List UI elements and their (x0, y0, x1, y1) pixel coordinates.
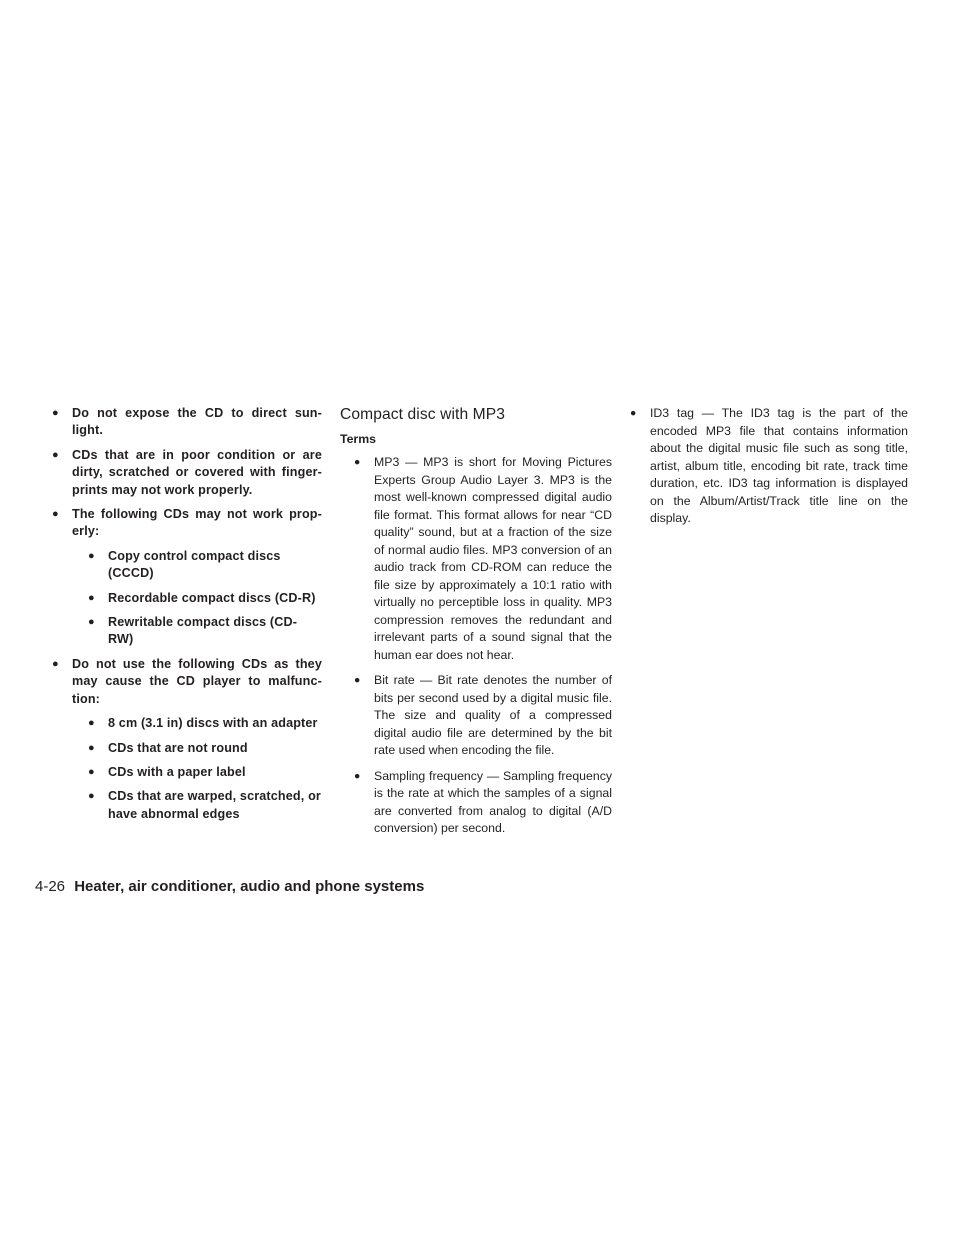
list-item: ● Recordable compact discs (CD-R) (72, 590, 322, 607)
list-item: ● MP3 — MP3 is short for Moving Pictures Experts Group Audio Layer 3. MP3 is the most well-known compressed digital audio file format. This format allows for near “CD quality” sound, but at a fraction of the size of normal audio files. MP3 conversion of an audio track from CD-ROM can reduce the file size by approximately a 10:1 ratio with virtually no perceptible loss in quality. MP3 compression removes the redundant and irrelevant parts of a sound signal that the human ear does not hear. (340, 454, 612, 664)
list-item-text: Do not use the following CDs as they may cause the CD player to malfunc-tion: (72, 656, 322, 706)
list-item: ● Bit rate — Bit rate denotes the number of bits per second used by a digital music file. The size and quality of a compressed digital audio file are determined by the bit rate used when encoding the file. (340, 672, 612, 760)
unsupported-cd-list (72, 548, 322, 649)
list-item: ● Do not expose the CD to direct sun-light. (52, 405, 322, 440)
terms-list-continued (630, 405, 908, 528)
list-item: ● Copy control compact discs (CCCD) (72, 548, 322, 583)
terms-list (340, 454, 612, 838)
list-item: ● CDs that are warped, scratched, or have abnormal edges (72, 788, 322, 823)
malfunction-cd-list (72, 715, 322, 823)
list-item: ● CDs that are not round (72, 740, 322, 757)
right-column (630, 405, 908, 536)
middle-column (340, 405, 612, 846)
list-item (52, 656, 322, 823)
page-number: 4-26 (35, 878, 66, 895)
list-item (52, 506, 322, 649)
terms-heading: Terms (340, 432, 376, 446)
list-item: ● Sampling frequency — Sampling frequency is the rate at which the samples of a signal are converted from analog to digital (A/D conversion) per second. (340, 768, 612, 838)
page-footer (35, 877, 424, 897)
list-item: ● ID3 tag — The ID3 tag is the part of the encoded MP3 file that contains information about the digital music file such as song title, artist, album title, encoding bit rate, track time duration, etc. ID3 tag information is displayed on the Album/Artist/Track title line on the display. (630, 405, 908, 528)
list-item: ● Rewritable compact discs (CD-RW) (72, 614, 322, 649)
section-title: Compact disc with MP3 (340, 406, 506, 423)
list-item: ● CDs with a paper label (72, 764, 322, 781)
list-item-text: The following CDs may not work prop-erly: (72, 507, 322, 539)
list-item: ● CDs that are in poor condition or are dirty, scratched or covered with finger-prints may not work properly. (52, 447, 322, 499)
left-column (52, 405, 322, 830)
chapter-title: Heater, air conditioner, audio and phone systems (74, 878, 425, 895)
cd-caution-list (52, 405, 322, 823)
list-item: ● 8 cm (3.1 in) discs with an adapter (72, 715, 322, 732)
